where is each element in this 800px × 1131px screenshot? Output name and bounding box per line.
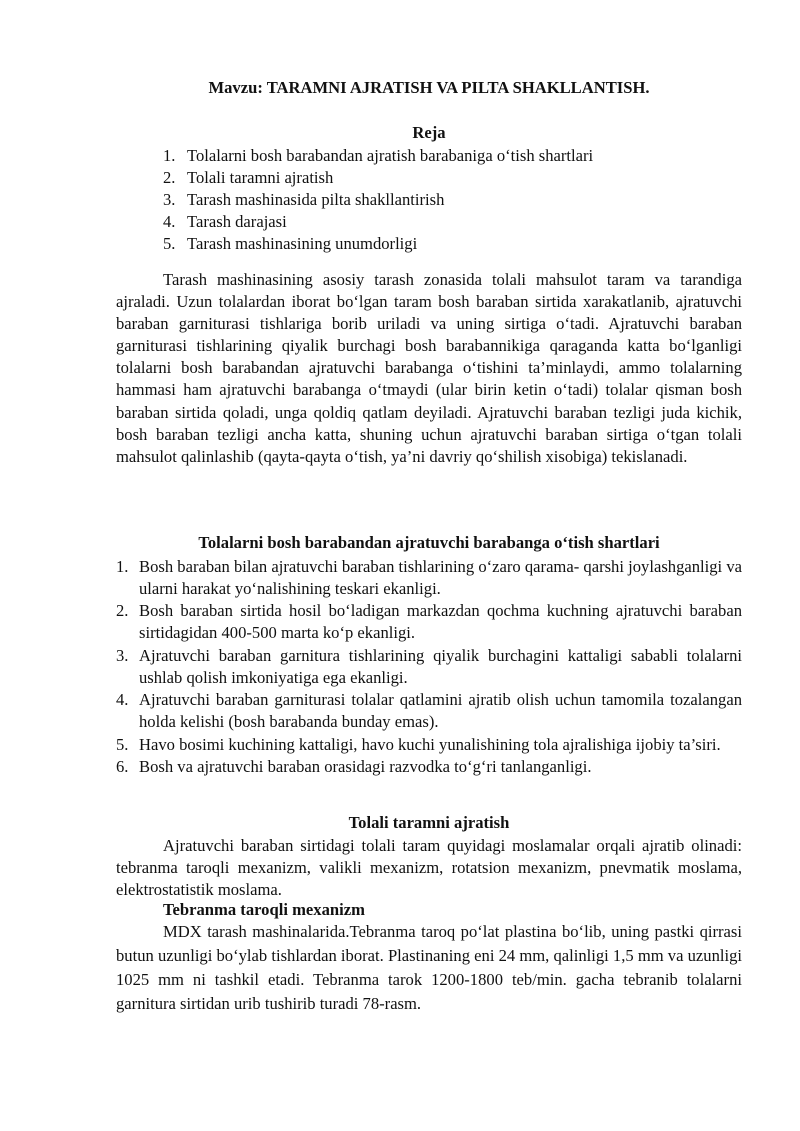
plan-list	[163, 145, 593, 255]
condition-text: Bosh baraban bilan ajratuvchi baraban tishlarining o‘zaro qarama- qarshi joylashganligi va ularni harakat yo‘nalishining teskari ekanligi.	[139, 557, 742, 599]
condition-item	[116, 645, 742, 689]
condition-number: 3.	[116, 645, 129, 665]
condition-number: 2.	[116, 601, 129, 621]
plan-heading: Reja	[412, 123, 446, 142]
condition-number: 6.	[116, 756, 129, 776]
condition-number: 4.	[116, 690, 129, 710]
condition-text: Bosh baraban sirtida hosil bo‘ladigan markazdan qochma kuchning ajratuvchi baraban sirtidagidan 400-500 marta ko‘p ekanligi.	[139, 601, 742, 643]
condition-item	[116, 556, 742, 600]
condition-item	[116, 600, 742, 644]
condition-item	[116, 756, 742, 778]
separation-paragraph: Ajratuvchi baraban sirtidagi tolali taram quyidagi moslamalar orqali ajratib olinadi: tebranma taroqli mexanizm, valikli mexanizm, rotatsion mexanizm, pnevmatik moslama, elektrostatistik moslama.	[116, 836, 742, 900]
conditions-heading: Tolalarni bosh barabandan ajratuvchi barabanga o‘tish shartlari	[198, 533, 660, 552]
comb-mechanism-heading: Tebranma taroqli mexanizm	[163, 900, 365, 919]
plan-item-text: Tarash mashinasida pilta shakllantirish	[187, 190, 445, 209]
plan-item-text: Tolali taramni ajratish	[187, 168, 334, 187]
plan-item-text: Tolalarni bosh barabandan ajratish barabaniga o‘tish shartlari	[187, 146, 594, 165]
plan-item-number: 5.	[163, 234, 176, 253]
plan-item	[163, 211, 593, 233]
intro-paragraph: Tarash mashinasining asosiy tarash zonasida tolali mahsulot taram va tarandiga ajraladi. Uzun tolalardan iborat bo‘lgan taram bosh baraban sirtida xarakatlanib, ajratuvchi baraban garniturasi tishlariga borib uriladi va uning sirtiga o‘tadi. Ajratuvchi baraban garniturasi tishlarining qiyalik burchagi bosh barabannikiga qaraganda katta bo‘lganligi tolalarni bosh barabandan ajratuvchi barabanga o‘tishini ta’minlaydi, ammo tolalarning hammasi ham ajratuvchi barabanga o‘tmaydi (ular birin ketin o‘tadi) tolalar qisman bosh baraban sirtida qoladi, unga qoldiq qatlam deyiladi. Ajratuvchi baraban tezligi juda kichik, bosh baraban tezligi ancha katta, shuning uchun ajratuvchi baraban sirtiga o‘tgan tolali mahsulot qalinlashib (qayta-qayta o‘tish, ya’ni davriy qo‘shilish xisobiga) tekislanadi.	[116, 270, 742, 466]
plan-item-number: 3.	[163, 190, 176, 209]
plan-item	[163, 233, 593, 255]
conditions-list	[116, 556, 742, 778]
plan-item-text: Tarash mashinasining unumdorligi	[187, 234, 418, 253]
plan-item-number: 1.	[163, 146, 176, 165]
condition-text: Bosh va ajratuvchi baraban orasidagi razvodka to‘g‘ri tanlanganligi.	[139, 756, 592, 776]
plan-item-number: 2.	[163, 168, 176, 187]
condition-text: Havo bosimi kuchining kattaligi, havo kuchi yunalishining tola ajralishiga ijobiy ta’siri.	[139, 734, 721, 754]
document-title: Mavzu: TARAMNI AJRATISH VA PILTA SHAKLLANTISH.	[208, 78, 650, 97]
plan-item	[163, 167, 593, 189]
condition-item	[116, 734, 742, 756]
plan-item-number: 4.	[163, 212, 176, 231]
condition-item	[116, 689, 742, 733]
condition-number: 5.	[116, 734, 129, 754]
condition-text: Ajratuvchi baraban garnitura tishlarining qiyalik burchagini kattaligi sababli tolalarni ushlab qolish imkoniyatiga ega ekanligi.	[139, 645, 742, 687]
comb-mechanism-paragraph: MDX tarash mashinalarida.Tebranma taroq po‘lat plastina bo‘lib, uning pastki qirrasi butun uzunligi bo‘ylab tishlardan iborat. Plastinaning eni 24 mm, qalinligi 1,5 mm va uzunligi 1025 mm ni tashkil etadi. Tebranma tarok 1200-1800 teb/min. gacha tebranib tolalarni garnitura sirtidan urib tushirib turadi 78-rasm.	[116, 922, 742, 1013]
condition-number: 1.	[116, 557, 129, 576]
separation-heading: Tolali taramni ajratish	[348, 813, 510, 832]
condition-text: Ajratuvchi baraban garniturasi tolalar qatlamini ajratib olish uchun tamomila tozalangan holda kelishi (bosh barabanda bunday emas).	[139, 690, 742, 732]
plan-item-text: Tarash darajasi	[187, 212, 287, 231]
plan-item	[163, 189, 593, 211]
plan-item	[163, 145, 593, 167]
